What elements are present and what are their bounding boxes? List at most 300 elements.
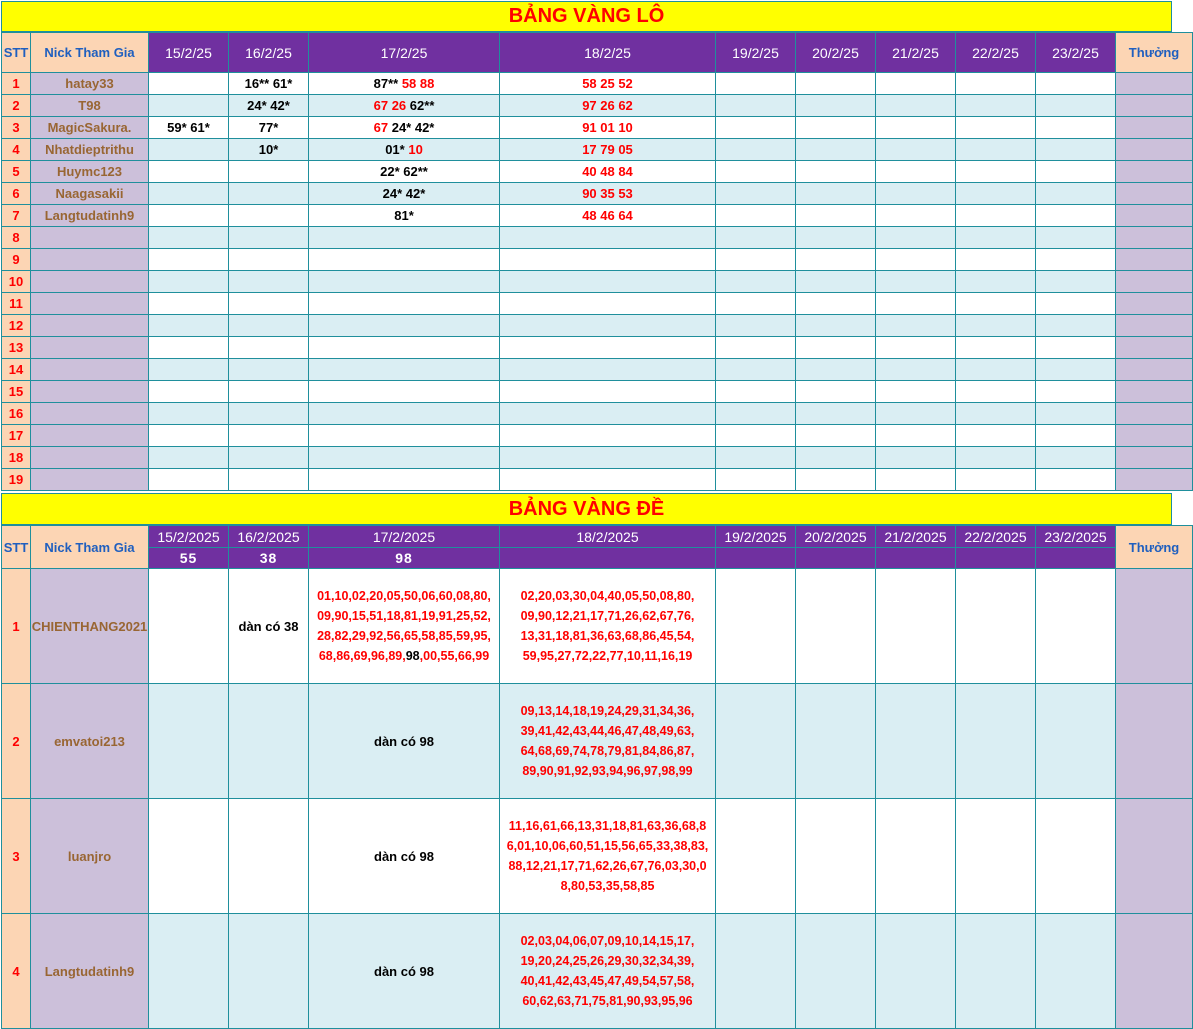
- date-cell[interactable]: [876, 569, 956, 684]
- date-cell[interactable]: [149, 293, 229, 315]
- header-date[interactable]: 22/2/25: [956, 33, 1036, 73]
- date-cell[interactable]: [149, 315, 229, 337]
- date-cell[interactable]: [500, 403, 716, 425]
- result-cell[interactable]: [956, 548, 1036, 569]
- date-cell[interactable]: [229, 381, 309, 403]
- date-cell[interactable]: [229, 914, 309, 1029]
- date-cell[interactable]: [500, 799, 716, 914]
- date-cell[interactable]: [229, 684, 309, 799]
- thuong-cell[interactable]: [1116, 293, 1193, 315]
- nick-cell[interactable]: [31, 381, 149, 403]
- header-date[interactable]: 16/2/2025: [229, 526, 309, 548]
- date-cell[interactable]: [229, 315, 309, 337]
- date-cell[interactable]: [149, 684, 229, 799]
- date-cell[interactable]: [876, 271, 956, 293]
- date-cell[interactable]: [796, 337, 876, 359]
- date-cell[interactable]: [1036, 337, 1116, 359]
- thuong-cell[interactable]: [1116, 425, 1193, 447]
- date-cell[interactable]: [796, 183, 876, 205]
- date-cell[interactable]: [956, 293, 1036, 315]
- date-cell[interactable]: [500, 469, 716, 491]
- header-date[interactable]: 21/2/2025: [876, 526, 956, 548]
- date-cell[interactable]: dàn có 98: [309, 799, 500, 914]
- date-cell[interactable]: [1036, 249, 1116, 271]
- date-cell[interactable]: [796, 425, 876, 447]
- date-cell[interactable]: 59* 61*: [149, 117, 229, 139]
- header-date[interactable]: 19/2/25: [716, 33, 796, 73]
- date-cell[interactable]: [149, 381, 229, 403]
- date-cell[interactable]: [716, 337, 796, 359]
- date-cell[interactable]: [716, 249, 796, 271]
- date-cell[interactable]: [229, 425, 309, 447]
- stt-cell[interactable]: 18: [2, 447, 31, 469]
- date-cell[interactable]: [500, 425, 716, 447]
- date-cell[interactable]: [716, 799, 796, 914]
- date-cell[interactable]: [1036, 914, 1116, 1029]
- thuong-cell[interactable]: [1116, 381, 1193, 403]
- date-cell[interactable]: [876, 249, 956, 271]
- date-cell[interactable]: [796, 73, 876, 95]
- date-cell[interactable]: dàn có 98: [309, 684, 500, 799]
- date-cell[interactable]: [309, 403, 500, 425]
- header-date[interactable]: 15/2/25: [149, 33, 229, 73]
- date-cell[interactable]: [309, 183, 500, 205]
- date-cell[interactable]: [500, 271, 716, 293]
- date-cell[interactable]: 24* 42*: [229, 95, 309, 117]
- date-cell[interactable]: [309, 337, 500, 359]
- date-cell[interactable]: [876, 914, 956, 1029]
- date-cell[interactable]: [876, 183, 956, 205]
- date-cell[interactable]: [309, 73, 500, 95]
- header-date[interactable]: 21/2/25: [876, 33, 956, 73]
- date-cell[interactable]: [229, 403, 309, 425]
- nick-cell[interactable]: Huymc123: [31, 161, 149, 183]
- date-cell[interactable]: [956, 337, 1036, 359]
- date-cell[interactable]: [716, 117, 796, 139]
- date-cell[interactable]: [716, 914, 796, 1029]
- date-cell[interactable]: [796, 293, 876, 315]
- date-cell[interactable]: [716, 161, 796, 183]
- date-cell[interactable]: [149, 73, 229, 95]
- date-cell[interactable]: [956, 799, 1036, 914]
- date-cell[interactable]: [309, 381, 500, 403]
- stt-cell[interactable]: 16: [2, 403, 31, 425]
- stt-cell[interactable]: 2: [2, 95, 31, 117]
- date-cell[interactable]: [716, 139, 796, 161]
- nick-cell[interactable]: CHIENTHANG2021: [31, 569, 149, 684]
- date-cell[interactable]: [876, 425, 956, 447]
- header-nick[interactable]: Nick Tham Gia: [31, 33, 149, 73]
- date-cell[interactable]: [956, 684, 1036, 799]
- date-cell[interactable]: [149, 337, 229, 359]
- date-cell[interactable]: 90 35 53: [500, 183, 716, 205]
- date-cell[interactable]: [796, 447, 876, 469]
- header-date[interactable]: 17/2/2025: [309, 526, 500, 548]
- nick-cell[interactable]: [31, 403, 149, 425]
- nick-cell[interactable]: [31, 425, 149, 447]
- date-cell[interactable]: 17 79 05: [500, 139, 716, 161]
- date-cell[interactable]: [716, 381, 796, 403]
- thuong-cell[interactable]: [1116, 73, 1193, 95]
- nick-cell[interactable]: [31, 293, 149, 315]
- nick-cell[interactable]: [31, 447, 149, 469]
- date-cell[interactable]: [309, 469, 500, 491]
- date-cell[interactable]: [229, 337, 309, 359]
- thuong-cell[interactable]: [1116, 161, 1193, 183]
- date-cell[interactable]: [309, 569, 500, 684]
- date-cell[interactable]: [716, 447, 796, 469]
- date-cell[interactable]: [876, 403, 956, 425]
- nick-cell[interactable]: [31, 469, 149, 491]
- nick-cell[interactable]: T98: [31, 95, 149, 117]
- stt-cell[interactable]: 3: [2, 117, 31, 139]
- header-date[interactable]: 17/2/25: [309, 33, 500, 73]
- date-cell[interactable]: [500, 359, 716, 381]
- date-cell[interactable]: [956, 469, 1036, 491]
- result-cell[interactable]: [876, 548, 956, 569]
- thuong-cell[interactable]: [1116, 315, 1193, 337]
- stt-cell[interactable]: 4: [2, 914, 31, 1029]
- date-cell[interactable]: [309, 249, 500, 271]
- date-cell[interactable]: [500, 381, 716, 403]
- date-cell[interactable]: [1036, 799, 1116, 914]
- stt-cell[interactable]: 8: [2, 227, 31, 249]
- date-cell[interactable]: [149, 914, 229, 1029]
- date-cell[interactable]: [149, 447, 229, 469]
- date-cell[interactable]: [716, 183, 796, 205]
- date-cell[interactable]: [716, 227, 796, 249]
- result-cell[interactable]: 55: [149, 548, 229, 569]
- date-cell[interactable]: [500, 227, 716, 249]
- date-cell[interactable]: [956, 205, 1036, 227]
- nick-cell[interactable]: Nhatdieptrithu: [31, 139, 149, 161]
- date-cell[interactable]: [956, 117, 1036, 139]
- date-cell[interactable]: [876, 337, 956, 359]
- date-cell[interactable]: [1036, 569, 1116, 684]
- stt-cell[interactable]: 11: [2, 293, 31, 315]
- date-cell[interactable]: [876, 227, 956, 249]
- date-cell[interactable]: [876, 117, 956, 139]
- date-cell[interactable]: [1036, 403, 1116, 425]
- date-cell[interactable]: [1036, 359, 1116, 381]
- thuong-cell[interactable]: [1116, 569, 1193, 684]
- header-date[interactable]: 18/2/2025: [500, 526, 716, 548]
- date-cell[interactable]: [309, 139, 500, 161]
- stt-cell[interactable]: 3: [2, 799, 31, 914]
- thuong-cell[interactable]: [1116, 684, 1193, 799]
- date-cell[interactable]: [1036, 73, 1116, 95]
- date-cell[interactable]: [796, 227, 876, 249]
- date-cell[interactable]: [149, 403, 229, 425]
- date-cell[interactable]: [796, 315, 876, 337]
- thuong-cell[interactable]: [1116, 799, 1193, 914]
- date-cell[interactable]: [149, 95, 229, 117]
- date-cell[interactable]: [956, 73, 1036, 95]
- date-cell[interactable]: [149, 249, 229, 271]
- date-cell[interactable]: [716, 684, 796, 799]
- date-cell[interactable]: [796, 205, 876, 227]
- date-cell[interactable]: [1036, 95, 1116, 117]
- date-cell[interactable]: [876, 315, 956, 337]
- date-cell[interactable]: [956, 914, 1036, 1029]
- header-thuong[interactable]: Thưởng: [1116, 526, 1193, 569]
- date-cell[interactable]: [796, 469, 876, 491]
- date-cell[interactable]: [956, 447, 1036, 469]
- date-cell[interactable]: [229, 271, 309, 293]
- date-cell[interactable]: [956, 315, 1036, 337]
- date-cell[interactable]: [229, 205, 309, 227]
- date-cell[interactable]: [956, 271, 1036, 293]
- date-cell[interactable]: [500, 337, 716, 359]
- thuong-cell[interactable]: [1116, 359, 1193, 381]
- date-cell[interactable]: [500, 293, 716, 315]
- date-cell[interactable]: [1036, 117, 1116, 139]
- date-cell[interactable]: [149, 569, 229, 684]
- date-cell[interactable]: [716, 293, 796, 315]
- stt-cell[interactable]: 2: [2, 684, 31, 799]
- stt-cell[interactable]: 19: [2, 469, 31, 491]
- date-cell[interactable]: [876, 684, 956, 799]
- date-cell[interactable]: [149, 425, 229, 447]
- date-cell[interactable]: [500, 569, 716, 684]
- thuong-cell[interactable]: [1116, 249, 1193, 271]
- date-cell[interactable]: [876, 293, 956, 315]
- date-cell[interactable]: dàn có 38: [229, 569, 309, 684]
- date-cell[interactable]: [716, 73, 796, 95]
- date-cell[interactable]: [229, 161, 309, 183]
- date-cell[interactable]: [796, 161, 876, 183]
- nick-cell[interactable]: [31, 337, 149, 359]
- date-cell[interactable]: [149, 359, 229, 381]
- date-cell[interactable]: [149, 161, 229, 183]
- date-cell[interactable]: [500, 315, 716, 337]
- date-cell[interactable]: [149, 271, 229, 293]
- result-cell[interactable]: [796, 548, 876, 569]
- date-cell[interactable]: [956, 95, 1036, 117]
- date-cell[interactable]: [309, 117, 500, 139]
- date-cell[interactable]: [796, 117, 876, 139]
- date-cell[interactable]: 77*: [229, 117, 309, 139]
- date-cell[interactable]: [1036, 315, 1116, 337]
- date-cell[interactable]: 58 25 52: [500, 73, 716, 95]
- date-cell[interactable]: [229, 447, 309, 469]
- stt-cell[interactable]: 17: [2, 425, 31, 447]
- date-cell[interactable]: [1036, 447, 1116, 469]
- date-cell[interactable]: [876, 381, 956, 403]
- date-cell[interactable]: [149, 205, 229, 227]
- header-date[interactable]: 15/2/2025: [149, 526, 229, 548]
- date-cell[interactable]: [309, 315, 500, 337]
- date-cell[interactable]: [796, 381, 876, 403]
- stt-cell[interactable]: 10: [2, 271, 31, 293]
- date-cell[interactable]: [309, 271, 500, 293]
- date-cell[interactable]: [796, 914, 876, 1029]
- date-cell[interactable]: [716, 569, 796, 684]
- header-date[interactable]: 19/2/2025: [716, 526, 796, 548]
- stt-cell[interactable]: 5: [2, 161, 31, 183]
- date-cell[interactable]: [1036, 205, 1116, 227]
- header-thuong[interactable]: Thưởng: [1116, 33, 1193, 73]
- thuong-cell[interactable]: [1116, 469, 1193, 491]
- date-cell[interactable]: [500, 684, 716, 799]
- date-cell[interactable]: [716, 315, 796, 337]
- header-date[interactable]: 23/2/2025: [1036, 526, 1116, 548]
- date-cell[interactable]: [229, 799, 309, 914]
- date-cell[interactable]: [876, 205, 956, 227]
- nick-cell[interactable]: [31, 249, 149, 271]
- date-cell[interactable]: 97 26 62: [500, 95, 716, 117]
- date-cell[interactable]: 91 01 10: [500, 117, 716, 139]
- date-cell[interactable]: [500, 249, 716, 271]
- nick-cell[interactable]: luanjro: [31, 799, 149, 914]
- nick-cell[interactable]: [31, 359, 149, 381]
- thuong-cell[interactable]: [1116, 183, 1193, 205]
- date-cell[interactable]: [956, 249, 1036, 271]
- date-cell[interactable]: [956, 227, 1036, 249]
- date-cell[interactable]: [956, 359, 1036, 381]
- result-cell[interactable]: 38: [229, 548, 309, 569]
- date-cell[interactable]: [796, 569, 876, 684]
- result-cell[interactable]: [1036, 548, 1116, 569]
- date-cell[interactable]: [309, 205, 500, 227]
- date-cell[interactable]: [229, 293, 309, 315]
- thuong-cell[interactable]: [1116, 447, 1193, 469]
- date-cell[interactable]: [796, 249, 876, 271]
- date-cell[interactable]: [716, 271, 796, 293]
- header-date[interactable]: 22/2/2025: [956, 526, 1036, 548]
- date-cell[interactable]: [229, 469, 309, 491]
- date-cell[interactable]: [309, 161, 500, 183]
- date-cell[interactable]: [876, 95, 956, 117]
- thuong-cell[interactable]: [1116, 337, 1193, 359]
- date-cell[interactable]: 48 46 64: [500, 205, 716, 227]
- nick-cell[interactable]: MagicSakura.: [31, 117, 149, 139]
- header-stt[interactable]: STT: [2, 33, 31, 73]
- date-cell[interactable]: [796, 684, 876, 799]
- date-cell[interactable]: [956, 381, 1036, 403]
- date-cell[interactable]: [1036, 161, 1116, 183]
- date-cell[interactable]: [309, 359, 500, 381]
- header-date[interactable]: 18/2/25: [500, 33, 716, 73]
- date-cell[interactable]: [876, 139, 956, 161]
- date-cell[interactable]: [956, 569, 1036, 684]
- date-cell[interactable]: [1036, 381, 1116, 403]
- date-cell[interactable]: [149, 183, 229, 205]
- header-date[interactable]: 20/2/25: [796, 33, 876, 73]
- date-cell[interactable]: [716, 359, 796, 381]
- header-date[interactable]: 23/2/25: [1036, 33, 1116, 73]
- date-cell[interactable]: [1036, 469, 1116, 491]
- date-cell[interactable]: [716, 205, 796, 227]
- result-cell[interactable]: 98: [309, 548, 500, 569]
- thuong-cell[interactable]: [1116, 271, 1193, 293]
- date-cell[interactable]: 16** 61*: [229, 73, 309, 95]
- date-cell[interactable]: [956, 183, 1036, 205]
- nick-cell[interactable]: hatay33: [31, 73, 149, 95]
- date-cell[interactable]: [229, 249, 309, 271]
- date-cell[interactable]: [876, 73, 956, 95]
- date-cell[interactable]: [876, 359, 956, 381]
- stt-cell[interactable]: 13: [2, 337, 31, 359]
- date-cell[interactable]: [1036, 425, 1116, 447]
- date-cell[interactable]: [229, 183, 309, 205]
- date-cell[interactable]: [876, 469, 956, 491]
- date-cell[interactable]: 40 48 84: [500, 161, 716, 183]
- date-cell[interactable]: [716, 95, 796, 117]
- date-cell[interactable]: [956, 425, 1036, 447]
- date-cell[interactable]: [309, 425, 500, 447]
- date-cell[interactable]: [1036, 227, 1116, 249]
- thuong-cell[interactable]: [1116, 205, 1193, 227]
- date-cell[interactable]: [796, 359, 876, 381]
- date-cell[interactable]: [1036, 293, 1116, 315]
- date-cell[interactable]: [956, 161, 1036, 183]
- date-cell[interactable]: [500, 914, 716, 1029]
- stt-cell[interactable]: 12: [2, 315, 31, 337]
- date-cell[interactable]: [1036, 139, 1116, 161]
- date-cell[interactable]: [796, 95, 876, 117]
- result-cell[interactable]: [716, 548, 796, 569]
- date-cell[interactable]: [956, 403, 1036, 425]
- nick-cell[interactable]: [31, 227, 149, 249]
- date-cell[interactable]: [796, 403, 876, 425]
- date-cell[interactable]: [876, 161, 956, 183]
- stt-cell[interactable]: 1: [2, 569, 31, 684]
- date-cell[interactable]: [716, 425, 796, 447]
- header-date[interactable]: 16/2/25: [229, 33, 309, 73]
- date-cell[interactable]: [796, 799, 876, 914]
- date-cell[interactable]: 10*: [229, 139, 309, 161]
- thuong-cell[interactable]: [1116, 914, 1193, 1029]
- thuong-cell[interactable]: [1116, 95, 1193, 117]
- date-cell[interactable]: [716, 403, 796, 425]
- header-date[interactable]: 20/2/2025: [796, 526, 876, 548]
- date-cell[interactable]: dàn có 98: [309, 914, 500, 1029]
- nick-cell[interactable]: Naagasakii: [31, 183, 149, 205]
- date-cell[interactable]: [1036, 684, 1116, 799]
- header-stt[interactable]: STT: [2, 526, 31, 569]
- stt-cell[interactable]: 7: [2, 205, 31, 227]
- date-cell[interactable]: [876, 799, 956, 914]
- thuong-cell[interactable]: [1116, 139, 1193, 161]
- stt-cell[interactable]: 1: [2, 73, 31, 95]
- date-cell[interactable]: [149, 469, 229, 491]
- thuong-cell[interactable]: [1116, 403, 1193, 425]
- date-cell[interactable]: [956, 139, 1036, 161]
- date-cell[interactable]: [149, 139, 229, 161]
- nick-cell[interactable]: Langtudatinh9: [31, 205, 149, 227]
- result-cell[interactable]: [500, 548, 716, 569]
- thuong-cell[interactable]: [1116, 227, 1193, 249]
- stt-cell[interactable]: 4: [2, 139, 31, 161]
- date-cell[interactable]: [309, 227, 500, 249]
- nick-cell[interactable]: Langtudatinh9: [31, 914, 149, 1029]
- date-cell[interactable]: [796, 139, 876, 161]
- date-cell[interactable]: [149, 227, 229, 249]
- stt-cell[interactable]: 14: [2, 359, 31, 381]
- date-cell[interactable]: [1036, 183, 1116, 205]
- nick-cell[interactable]: [31, 315, 149, 337]
- date-cell[interactable]: [876, 447, 956, 469]
- nick-cell[interactable]: emvatoi213: [31, 684, 149, 799]
- date-cell[interactable]: [716, 469, 796, 491]
- date-cell[interactable]: [796, 271, 876, 293]
- stt-cell[interactable]: 15: [2, 381, 31, 403]
- date-cell[interactable]: [309, 447, 500, 469]
- header-nick[interactable]: Nick Tham Gia: [31, 526, 149, 569]
- stt-cell[interactable]: 6: [2, 183, 31, 205]
- date-cell[interactable]: [229, 359, 309, 381]
